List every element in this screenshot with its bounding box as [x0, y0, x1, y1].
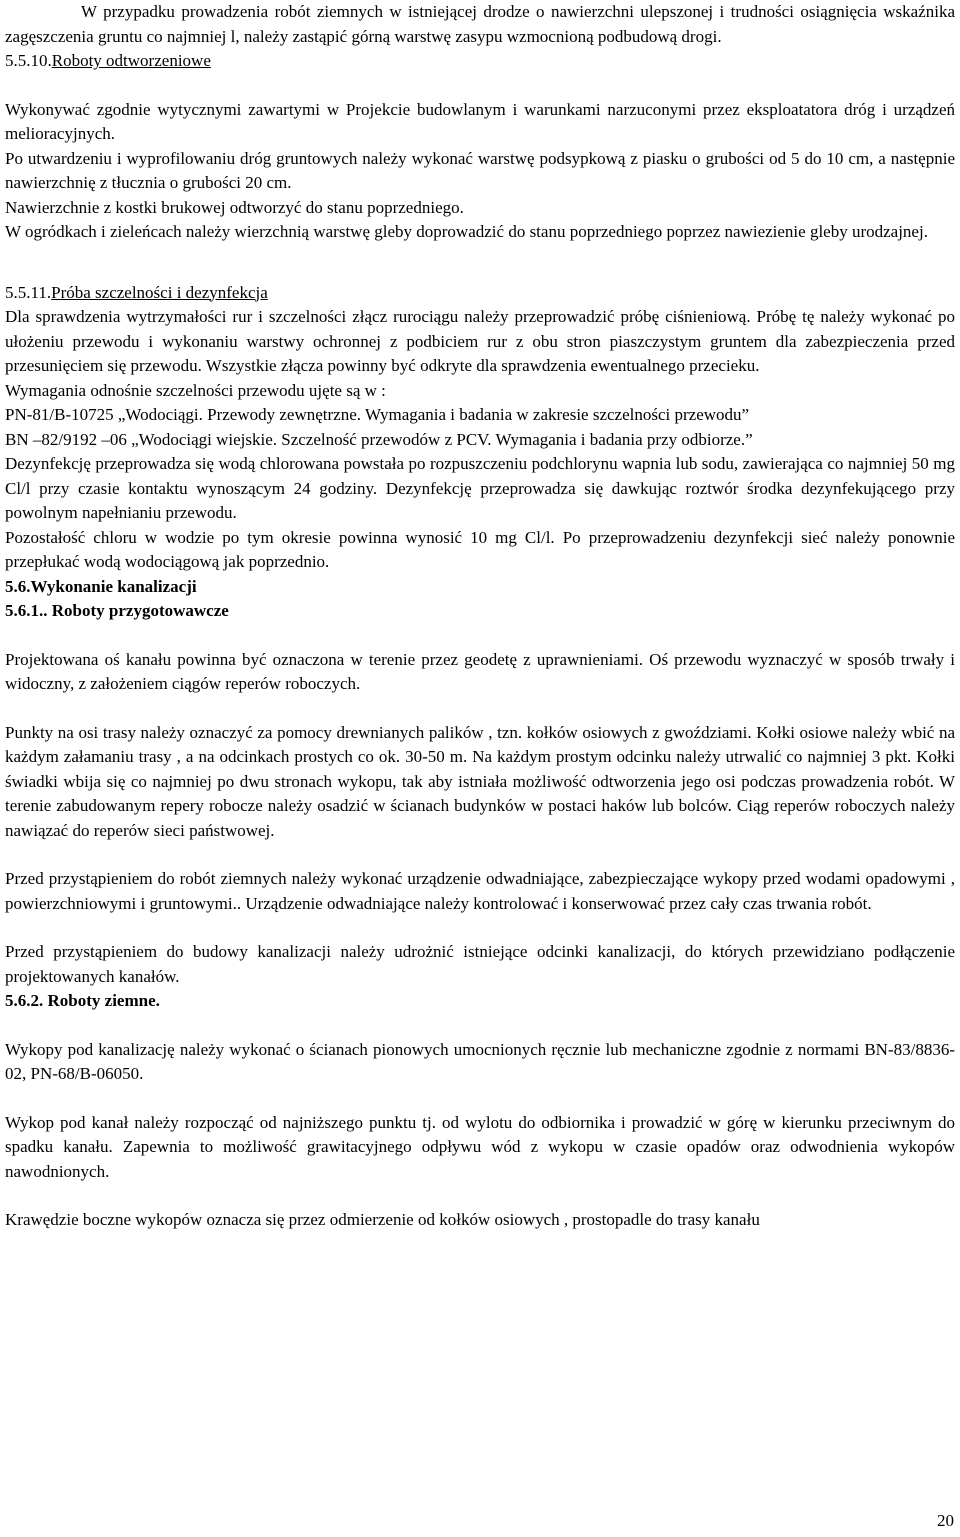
section-5-5-10-heading [5, 49, 955, 74]
paragraph: Wykopy pod kanalizację należy wykonać o ścianach pionowych umocnionych ręcznie lub mechaniczne zgodnie z normami BN-83/8836-02, PN-68/B-06050. [5, 1039, 955, 1083]
paragraph: Przed przystąpieniem do budowy kanalizacji należy udrożnić istniejące odcinki kanalizacji, do których przewidziano podłączenie projektowanych kanałów. [5, 942, 955, 986]
paragraph: Punkty na osi trasy należy oznaczyć za pomocy drewnianych palików , tzn. kołków osiowych z gwoździami. Kołki osiowe należy wbić na każdym załamaniu trasy , a na odcinkach prostych co ok. 30-50 m. Na każdym prostym odcinku należy utrwalić co najmniej 3 pkt. Kołki świadki wbija się co najmniej po dwu stronach wykopu, tak aby istniała możliwość odtworzenia jego osi podczas prowadzenia robót. W terenie zabudowanym repery robocze należy osadzić w ścianach budynków w postaci haków lub bolców. Ciąg reperów roboczych należy nawiązać do reperów sieci państwowej. [5, 722, 955, 840]
paragraph: Wykop pod kanał należy rozpocząć od najniższego punktu tj. od wylotu do odbiornika i prowadzić w górę w kierunku przeciwnym do spadku kanału. Zapewnia to możliwość grawitacyjnego odpływu wód z wykopu w czasie opadów oraz odwodnienia wykopów nawodnionych. [5, 1112, 955, 1181]
paragraph: Krawędzie boczne wykopów oznacza się przez odmierzenie od kołków osiowych , prostopadle do trasy kanału [5, 1210, 760, 1229]
paragraph: Po utwardzeniu i wyprofilowaniu dróg gruntowych należy wykonać warstwę podsypkową z piasku o grubości od 5 do 10 cm, a następnie nawierzchnię z tłucznia o grubości 20 cm. [5, 148, 955, 192]
section-5-5-11-heading [5, 281, 955, 306]
section-5-6-2-heading: 5.6.2. Roboty ziemne. [5, 991, 160, 1010]
paragraph: Dezynfekcję przeprowadza się wodą chlorowana powstała po rozpuszczeniu podchlorynu wapnia lub sodu, zawierająca co najmniej 50 mg Cl/l przy czasie kontaktu wynoszącym 24 godziny. Dezynfekcję przeprowadza się dawkując roztwór środka dezynfekującego przy powolnym napełnianiu przewodu. [5, 454, 955, 522]
paragraph: W ogródkach i zieleńcach należy wierzchnią warstwę gleby doprowadzić do stanu poprzedniego poprzez nawiezienie gleby urodzajnej. [5, 222, 928, 241]
paragraph: Przed przystąpieniem do robót ziemnych należy wykonać urządzenie odwadniające, zabezpieczające wykopy przed wodami opadowymi , powierzchniowymi i gruntowymi.. Urządzenie odwadniające należy kontrolować i konserwować przez cały czas trwania robót. [5, 869, 955, 913]
intro-paragraph: W przypadku prowadzenia robót ziemnych w istniejącej drodze o nawierzchni ulepszonej i trudności osiągnięcia wskaźnika zagęszczenia gruntu co najmniej l, należy zastąpić górną warstwę zasypu wzmocnioną podbudową drogi. [5, 2, 955, 46]
section-title: Próba szczelności i dezynfekcja [51, 282, 268, 302]
standard-reference: PN-81/B-10725 „Wodociągi. Przewody zewnętrzne. Wymagania i badania w zakresie szczelności przewodu” [5, 405, 750, 424]
document-page [5, 0, 955, 1233]
section-5-6-heading: 5.6.Wykonanie kanalizacji [5, 576, 197, 596]
section-number: 5.5.10. [5, 51, 52, 70]
paragraph: Dla sprawdzenia wytrzymałości rur i szczelności złącz rurociągu należy przeprowadzić próbę ciśnieniową. Próbę tę należy wykonać po ułożeniu przewodu i wykonaniu warstwy ochronnej z podbiciem rur z obu stron piaszczystym gruntem dla zabezpieczenia przed przesunięciem się przewodu. Wszystkie złącza powinny być odkryte dla sprawdzenia ewentualnego przecieku. [5, 307, 955, 375]
paragraph: Wykonywać zgodnie wytycznymi zawartymi w Projekcie budowlanym i warunkami narzuconymi przez eksploatatora dróg i urządzeń melioracyjnych. [5, 99, 955, 143]
section-number: 5.5.11. [5, 282, 52, 302]
standard-reference: BN –82/9192 –06 „Wodociągi wiejskie. Szczelność przewodów z PCV. Wymagania i badania przy odbiorze.” [5, 429, 753, 449]
paragraph: Pozostałość chloru w wodzie po tym okresie powinna wynosić 10 mg Cl/l. Po przeprowadzeniu dezynfekcji sieć należy ponownie przepłukać wodą wodociągową jak poprzednio. [5, 527, 955, 571]
section-5-6-1-heading: 5.6.1.. Roboty przygotowawcze [5, 601, 229, 620]
page-number: 20 [937, 1511, 954, 1530]
paragraph: Projektowana oś kanału powinna być oznaczona w terenie przez geodetę z uprawnieniami. Oś przewodu wyznaczyć w sposób trwały i widoczny, z założeniem ciągów reperów roboczych. [5, 649, 955, 693]
paragraph: Wymagania odnośnie szczelności przewodu ujęte są w : [5, 380, 386, 400]
paragraph: Nawierzchnie z kostki brukowej odtworzyć do stanu poprzedniego. [5, 197, 464, 217]
section-title: Roboty odtworzeniowe [51, 51, 211, 70]
